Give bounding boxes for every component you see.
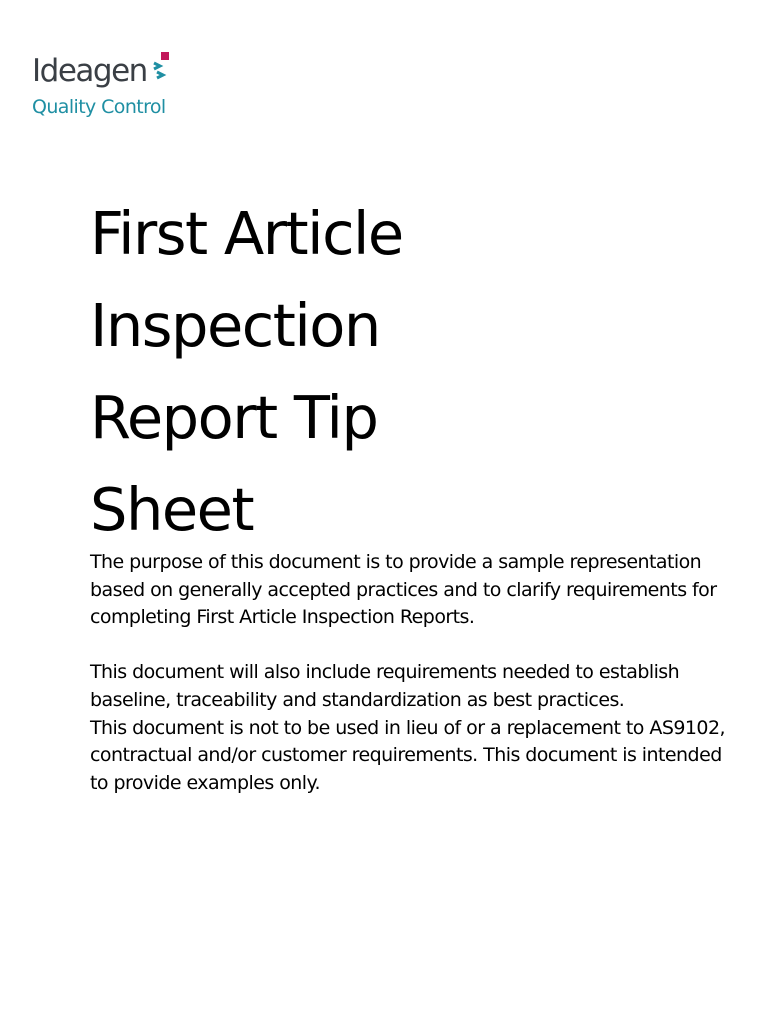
baseline-paragraph: This document will also include requirements needed to establish baseline, traceability and standardization as best practices. xyxy=(90,661,680,711)
purpose-paragraph: The purpose of this document is to provide a sample representation based on generally accepted practices and to clarify requirements for completing First Article Inspection Reports. xyxy=(90,551,717,629)
logo-product-text: Quality Control xyxy=(32,96,166,118)
ideagen-logo xyxy=(32,50,192,125)
document-body xyxy=(90,549,730,797)
title-line: Report Tip xyxy=(90,383,378,452)
logo-brand-text: Ideagen xyxy=(32,53,147,89)
ideagen-mark-icon xyxy=(148,50,184,80)
title-line: Inspection xyxy=(90,291,380,360)
disclaimer-paragraph: This document is not to be used in lieu of or a replacement to AS9102, contractual and/or customer requirements. This document is intended to provide examples only. xyxy=(90,716,725,794)
document-title xyxy=(90,188,510,556)
paragraph-spacer xyxy=(90,632,730,660)
title-line: First Article xyxy=(90,199,403,268)
title-line: Sheet xyxy=(90,475,254,544)
